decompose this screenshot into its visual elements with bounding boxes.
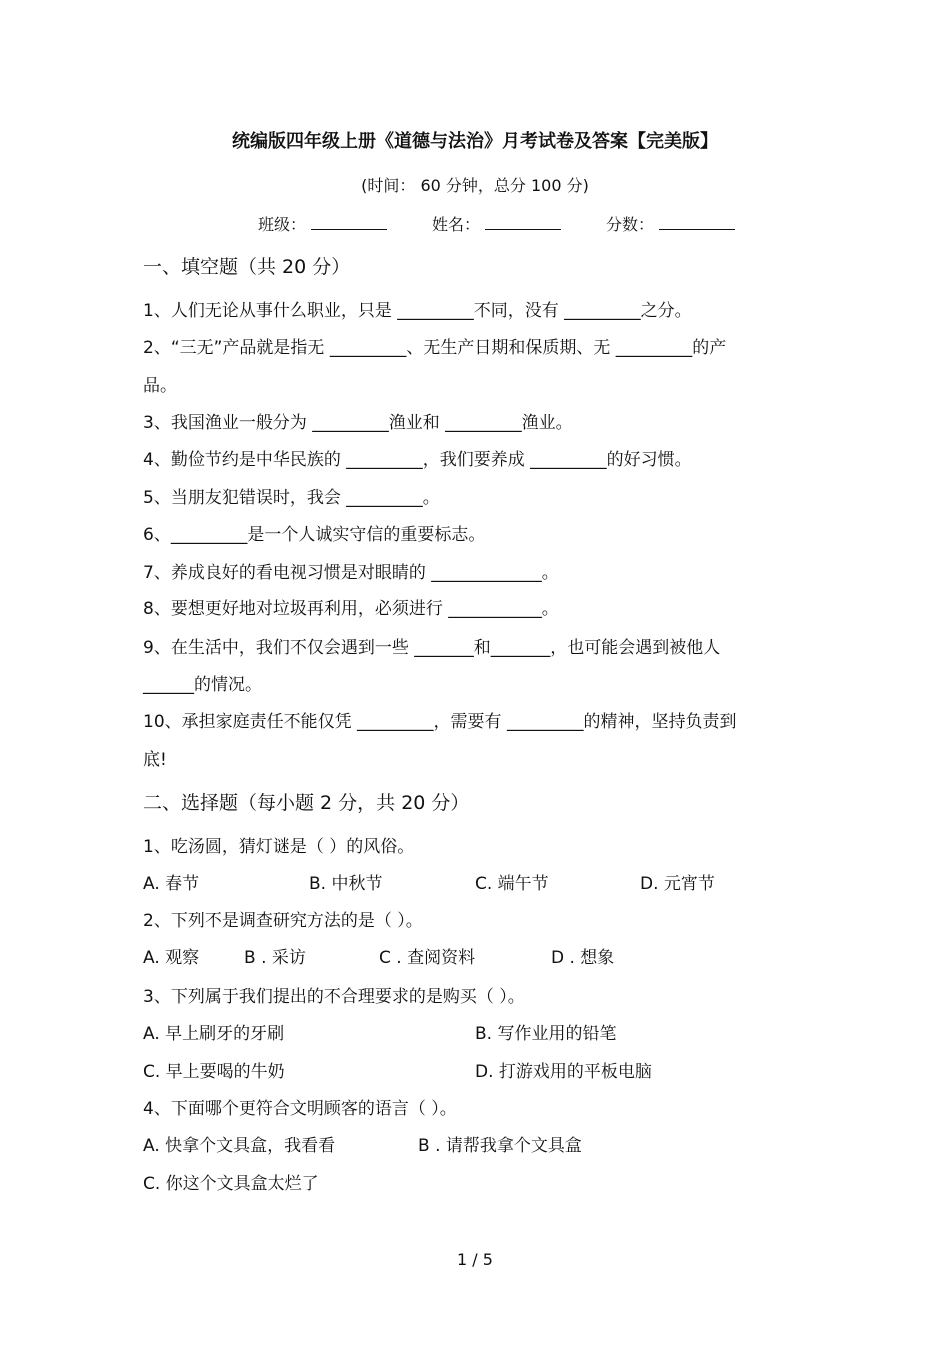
- option-a: A. 春节: [143, 874, 200, 894]
- exam-title: 统编版四年级上册《道德与法治》月考试卷及答案【完美版】: [232, 131, 718, 152]
- option-c: C. 你这个文具盒太烂了: [143, 1174, 319, 1194]
- option-b: B . 请帮我拿个文具盒: [418, 1136, 582, 1156]
- name-field: [432, 211, 561, 237]
- option-a: A. 观察: [143, 948, 200, 968]
- question-line: 5、当朋友犯错误时，我会 _________。: [143, 488, 440, 508]
- class-field: [258, 211, 387, 237]
- question-line: 3、我国渔业一般分为 _________渔业和 _________渔业。: [143, 413, 573, 433]
- option-d: D . 想象: [551, 948, 615, 968]
- question-line: 6、_________是一个人诚实守信的重要标志。: [143, 525, 486, 545]
- question-stem: 3、下列属于我们提出的不合理要求的是购买（ ）。: [143, 987, 525, 1007]
- option-b: B. 写作业用的铅笔: [475, 1024, 617, 1044]
- section-heading-fill-blank: 一、填空题（共 20 分）: [143, 256, 351, 278]
- option-b: B. 中秋节: [309, 874, 383, 894]
- option-c: C. 早上要喝的牛奶: [143, 1062, 285, 1082]
- question-line: 4、勤俭节约是中华民族的 _________，我们要养成 _________的好习惯。: [143, 450, 692, 470]
- score-label: 分数：: [606, 215, 655, 234]
- score-field: [606, 211, 735, 237]
- page-indicator: 1 / 5: [457, 1250, 493, 1269]
- name-label: 姓名：: [432, 215, 481, 234]
- option-d: D. 元宵节: [640, 874, 715, 894]
- question-line: ______的情况。: [143, 675, 262, 695]
- exam-subtitle: (时间： 60 分钟，总分 100 分): [361, 176, 589, 195]
- option-c: C . 查阅资料: [379, 948, 476, 968]
- option-b: B . 采访: [244, 948, 306, 968]
- question-line: 1、人们无论从事什么职业，只是 _________不同，没有 _________之分。: [143, 301, 692, 321]
- score-blank: [659, 211, 735, 230]
- question-line: 7、养成良好的看电视习惯是对眼睛的 _____________。: [143, 563, 559, 583]
- section-heading-multiple-choice: 二、选择题（每小题 2 分，共 20 分）: [143, 792, 470, 814]
- option-d: D. 打游戏用的平板电脑: [475, 1062, 652, 1082]
- question-line: 9、在生活中，我们不仅会遇到一些 _______和_______，也可能会遇到被他人: [143, 638, 721, 658]
- question-stem: 4、下面哪个更符合文明顾客的语言（ ）。: [143, 1099, 457, 1119]
- question-line: 品。: [143, 376, 177, 396]
- option-c: C. 端午节: [475, 874, 549, 894]
- question-stem: 2、下列不是调查研究方法的是（ ）。: [143, 911, 423, 931]
- name-blank: [485, 211, 561, 230]
- class-label: 班级：: [258, 215, 307, 234]
- question-line: 10、承担家庭责任不能仅凭 _________，需要有 _________的精神，坚持负责到: [143, 712, 737, 732]
- option-a: A. 早上刷牙的牙刷: [143, 1024, 285, 1044]
- option-a: A. 快拿个文具盒，我看看: [143, 1136, 336, 1156]
- class-blank: [311, 211, 387, 230]
- question-line: 8、要想更好地对垃圾再利用，必须进行 ___________。: [143, 599, 559, 619]
- question-line: 底!: [143, 750, 167, 770]
- question-stem: 1、吃汤圆，猜灯谜是（ ）的风俗。: [143, 837, 415, 857]
- question-line: 2、“三无”产品就是指无 _________、无生产日期和保质期、无 _________的产: [143, 338, 727, 358]
